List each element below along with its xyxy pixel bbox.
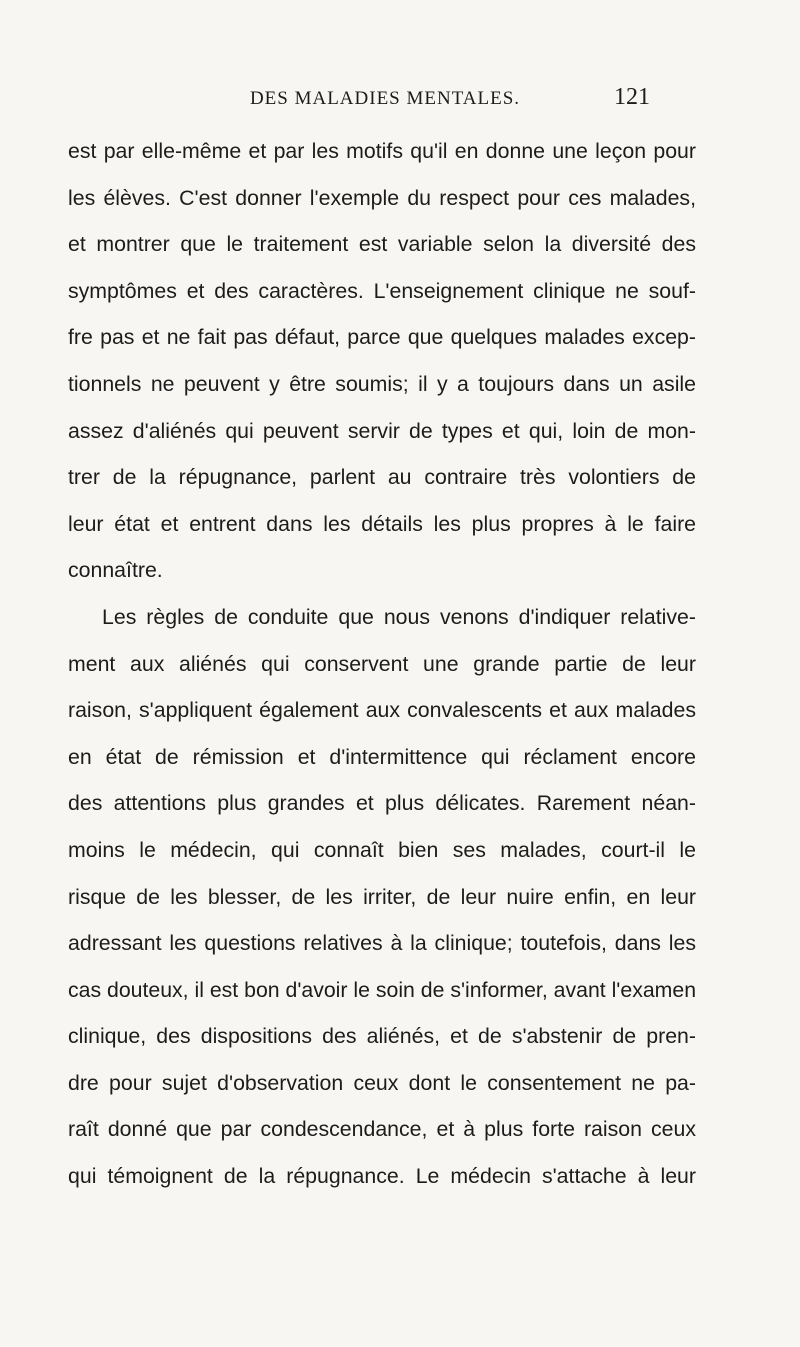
text-line: raison, s'appliquent également aux convalescents et aux malades (68, 698, 696, 723)
text-line: leur état et entrent dans les détails les plus propres à le faire (68, 511, 696, 536)
text-line: adressant les questions relatives à la clinique; toutefois, dans les (68, 931, 696, 956)
text-line: et montrer que le traitement est variable selon la diversité des (68, 232, 696, 257)
text-line: est par elle-même et par les motifs qu'il en donne une leçon pour (68, 139, 696, 163)
running-title: DES MALADIES MENTALES. (249, 88, 521, 109)
text-line: fre pas et ne fait pas défaut, parce que quelques malades excep- (68, 325, 696, 350)
text-line: dre pour sujet d'observation ceux dont le consentement ne pa- (68, 1070, 696, 1095)
text-line: raît donné que par condescendance, et à plus forte raison ceux (68, 1117, 696, 1142)
text-line: symptômes et des caractères. L'enseignement clinique ne souf- (68, 278, 696, 303)
text-line: qui témoignent de la répugnance. Le médecin s'attache à leur (68, 1164, 696, 1189)
text-line: en état de rémission et d'intermittence qui réclament encore (68, 744, 696, 769)
body-text (68, 128, 696, 1200)
text-line: ment aux aliénés qui conservent une grande partie de leur (68, 651, 696, 676)
text-line: tionnels ne peuvent y être soumis; il y a toujours dans un asile (68, 371, 696, 396)
text-line: trer de la répugnance, parlent au contraire très volontiers de (68, 465, 696, 490)
text-line: assez d'aliénés qui peuvent servir de types et qui, loin de mon- (68, 418, 696, 443)
text-line: des attentions plus grandes et plus délicates. Rarement néan- (68, 791, 696, 816)
running-head (0, 84, 800, 114)
text-line: clinique, des dispositions des aliénés, et de s'abstenir de pren- (68, 1024, 696, 1049)
text-line: cas douteux, il est bon d'avoir le soin de s'informer, avant l'examen (68, 977, 697, 1002)
text-line: risque de les blesser, de les irriter, de leur nuire enfin, en leur (68, 884, 696, 909)
paragraph-end-line: connaître. (68, 558, 163, 583)
text-line: moins le médecin, qui connaît bien ses malades, court-il le (68, 837, 696, 862)
paragraph-start-line: Les règles de conduite que nous venons d'indiquer relative- (102, 604, 696, 629)
text-line: les élèves. C'est donner l'exemple du respect pour ces malades, (68, 185, 696, 210)
page-number: 121 (614, 84, 650, 110)
